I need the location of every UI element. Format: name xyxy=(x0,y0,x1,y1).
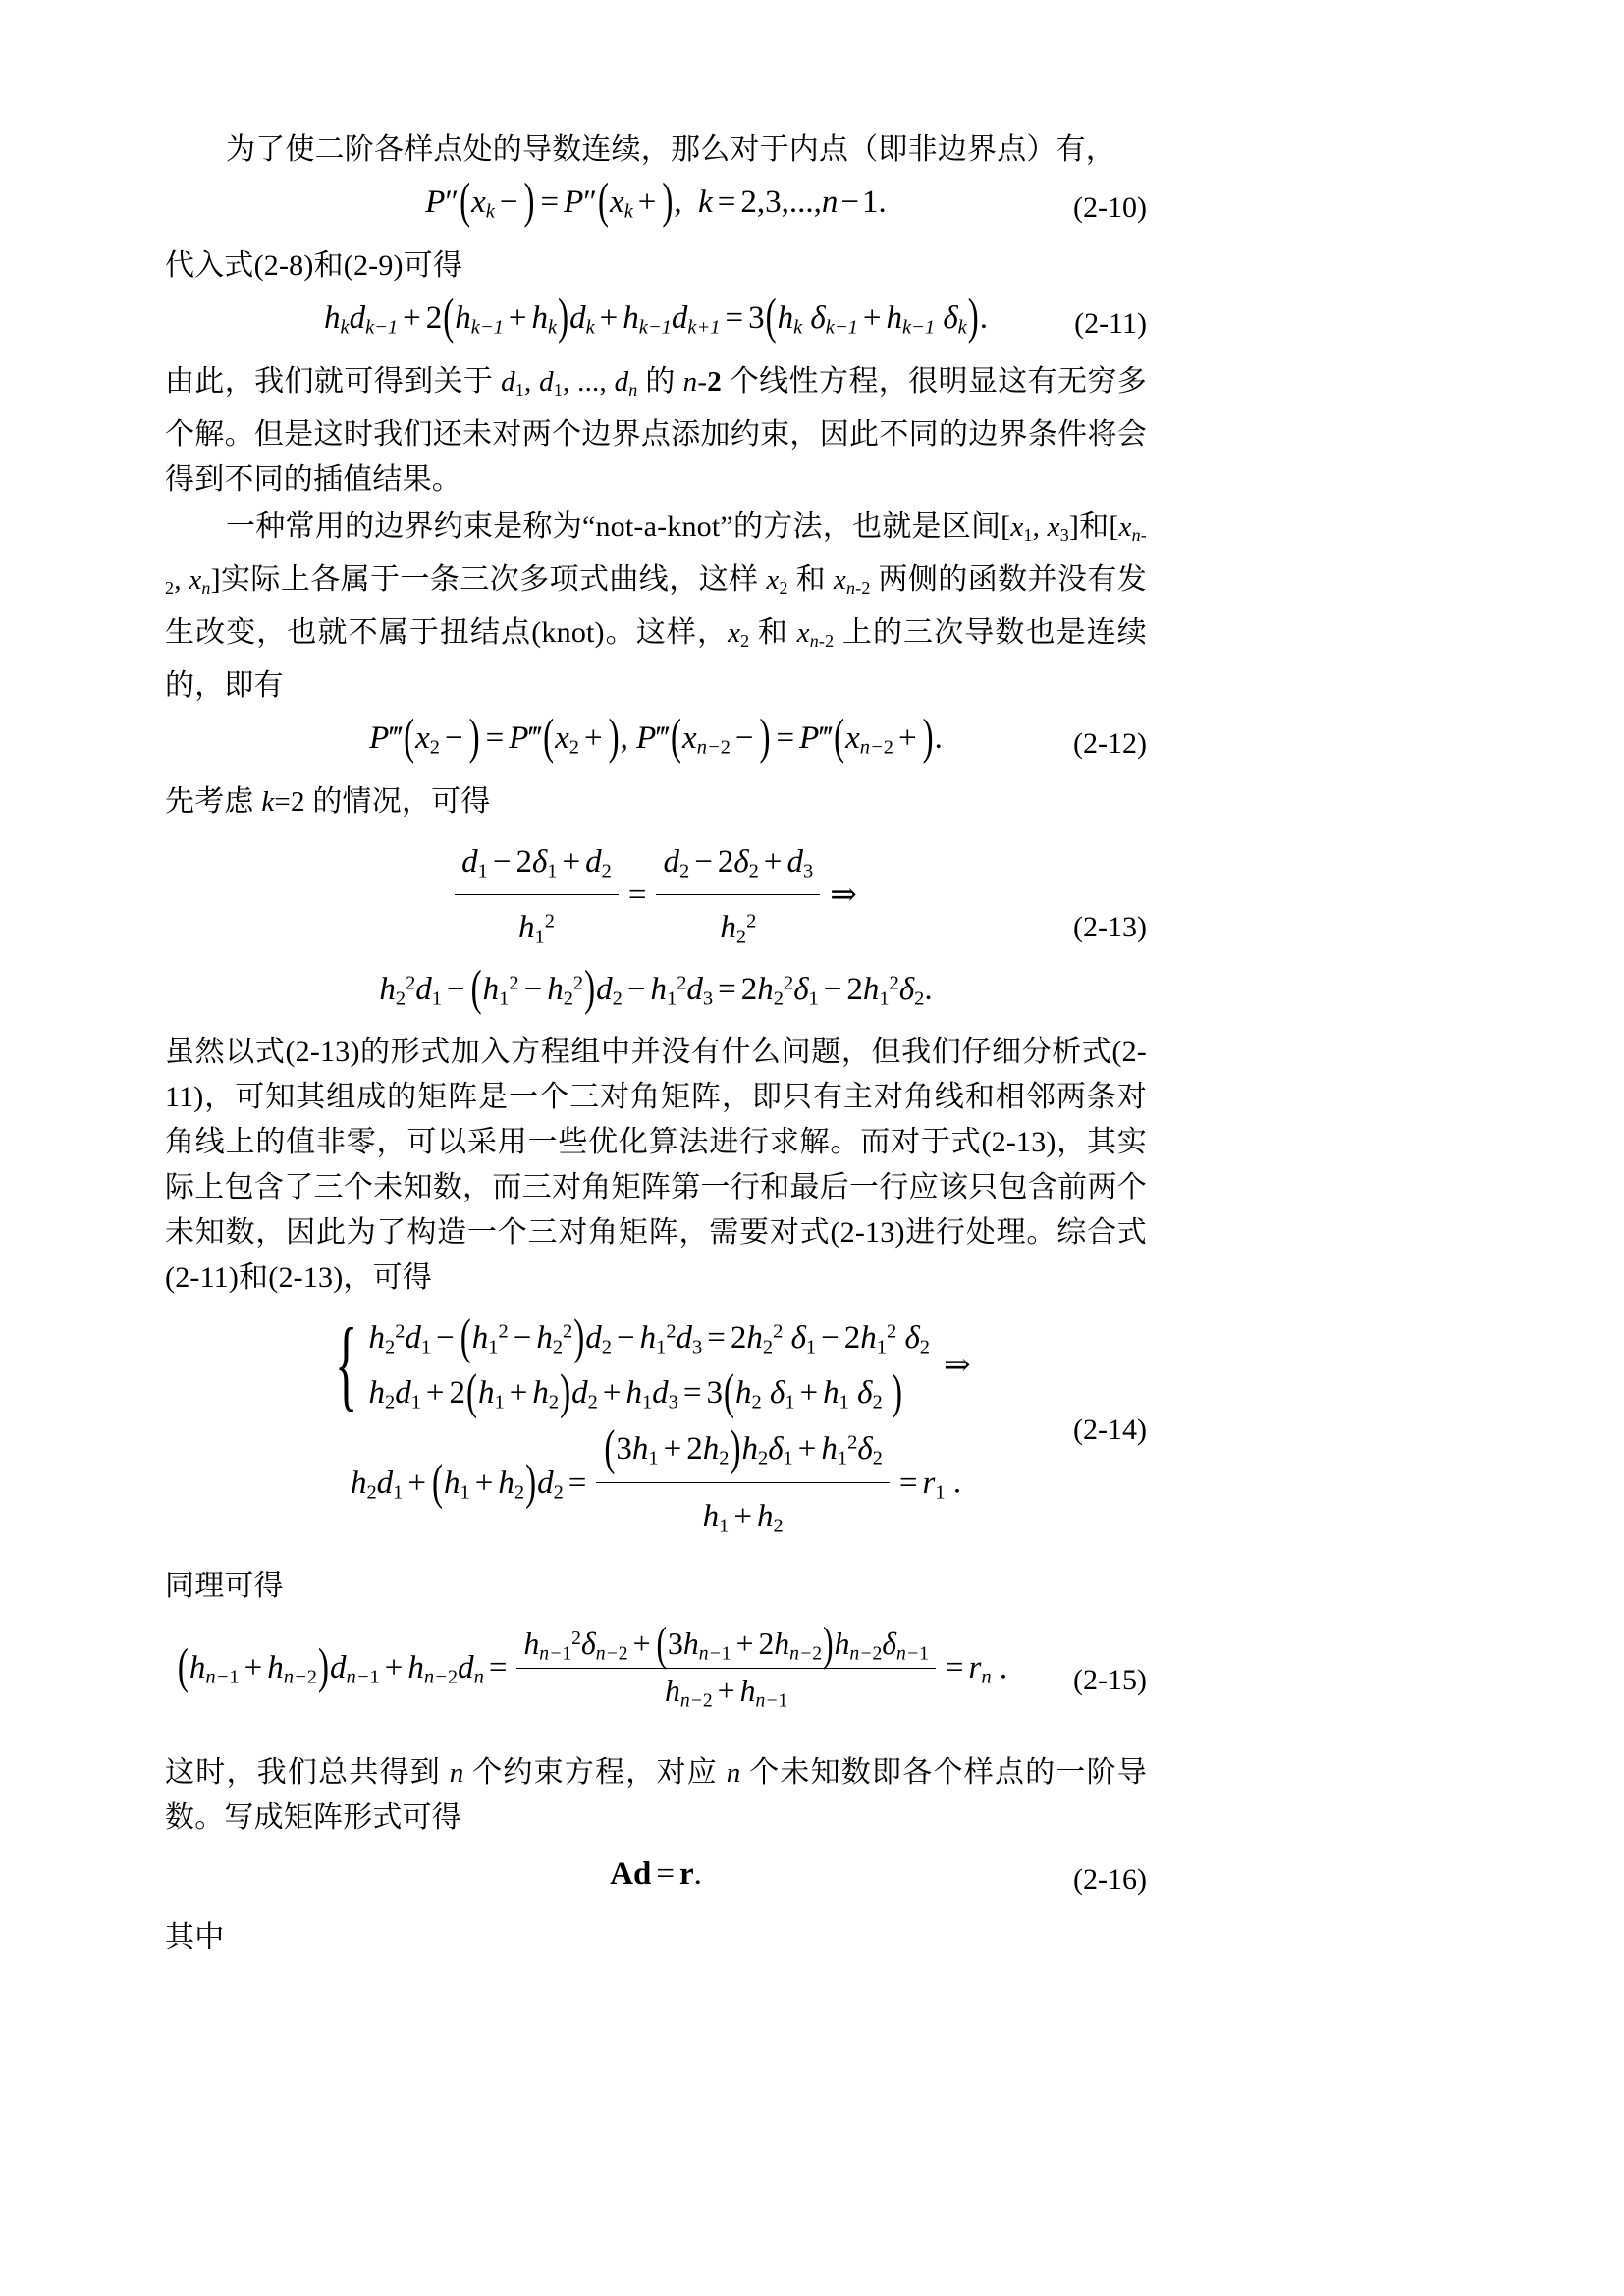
paragraph-text-a: 这时，我们总共得到 xyxy=(165,1755,450,1789)
equation-2-13-body xyxy=(165,834,1147,1020)
inline-math-n-second: n xyxy=(726,1756,741,1789)
inline-math-xn2-first: $x_{n-2}$ xyxy=(833,564,871,599)
equation-2-11 xyxy=(165,290,1147,349)
equation-tag-2-13: (2-13) xyxy=(1073,910,1147,943)
inline-math-n-minus-2: n-2 xyxy=(682,366,722,398)
paragraph-text: 为了使二阶各样点处的导数连续，那么对于内点（即非边界点）有， xyxy=(226,133,1115,166)
equation-tag-2-12: (2-12) xyxy=(1073,727,1147,761)
equation-2-10 xyxy=(165,174,1147,234)
inline-math-x2-first: $x_2$ xyxy=(766,564,788,599)
paragraph-text-a: 由此，我们就可得到关于 xyxy=(165,365,502,398)
equation-2-13-stack xyxy=(379,834,932,1020)
paragraph-text-c: ]实际上各属于一条三次多项式曲线，这样 xyxy=(210,563,767,597)
equation-2-16-body: Ad = r. xyxy=(610,1855,702,1892)
paragraph-matrix-form xyxy=(165,1750,1147,1841)
equation-2-16 xyxy=(165,1854,1147,1905)
equation-2-11-body: $h_kd_{k-1} + 2(h_{k-1} + h_k)d_k + h_{k-1}d_{k+1} = 3(h_k$ $\delta_{k-1} + h_{k-1}$ $\delta_k$). xyxy=(323,290,988,346)
page-body-column xyxy=(165,128,1147,1962)
paragraph-text-b: 的情况，可得 xyxy=(304,785,491,819)
equation-2-14-stack xyxy=(336,1310,975,1550)
equation-2-14-result: $h_2d_1 + (h_1 + h_2)d_2$ = $\frac{(3h_1 + 2h_2)h_2\delta_1 + h_1^2\delta_2}{h_1 + h_2}$ = $r_1$ . xyxy=(336,1420,975,1549)
paragraph-linear-equations xyxy=(165,359,1147,503)
equation-2-15 xyxy=(165,1617,1147,1735)
paragraph-text-a: 先考虑 xyxy=(165,785,262,819)
paragraph-text: 其中 xyxy=(165,1920,225,1953)
paragraph-where xyxy=(165,1915,1147,1960)
equation-2-13-line-1: $\frac{d_1 - 2\delta_1 + d_2}{h_1^2}$ = $\frac{d_2 - 2\delta_2 + d_3}{h_2^2}$ ⇒ xyxy=(379,834,932,960)
equation-2-14-row-1: $h_2^2d_1 - (h_1^2 - h_2^2)d_2 - h_1^2d_3 = 2h_2^2$ $\delta_1 - 2h_1^2$ $\delta_2$ xyxy=(368,1310,930,1366)
equation-2-13 xyxy=(165,834,1147,1020)
equation-tag-2-10: (2-10) xyxy=(1073,191,1147,224)
paragraph-text: 代入式(2-8)和(2-9)可得 xyxy=(165,249,463,282)
left-brace: { xyxy=(335,1308,358,1421)
paragraph-text-c: 个未知数即各个样点的一阶导数。写成矩阵形式可得 xyxy=(165,1755,1148,1834)
equation-2-14-row-2: $h_2d_1 + 2(h_1 + h_2)d_2 + h_1d_3 = 3(h_2$ $\delta_1 + h_1$ $\delta_2$ ) xyxy=(368,1365,902,1421)
paragraph-consider-k2 xyxy=(165,779,1147,825)
paragraph-intro xyxy=(165,128,1147,173)
paragraph-not-a-knot xyxy=(165,505,1147,709)
inline-math-xn2-second: $x_{n-2}$ xyxy=(796,617,835,652)
equation-2-12-body: $P‴(x_2$ − ) = $P‴(x_2$ + ), $P‴(x_{n-2}$ − ) = $P‴(x_{n-2}$ + ). xyxy=(369,710,943,766)
paragraph-text-b: ]和[ xyxy=(1068,510,1119,544)
paragraph-substitute xyxy=(165,243,1147,289)
paragraph-similarly xyxy=(165,1564,1147,1609)
paragraph-text-b: 个约束方程，对应 xyxy=(463,1755,727,1789)
equation-2-14-system: { $h_2^2d_1 - (h_1^2 - h_2^2)d_2 - h_1^2d_3 = 2h_2^2$ $\delta_1 - 2h_1^2$ $\delta_2$ $h_2d_1 + 2(h_1 + h_2)d_2 + h_1d_3 = 3(h_2$ $\delta_1 + h_1$ $\delta_2$ ) ⇒ xyxy=(335,1308,971,1421)
paragraph-text-d: 和 xyxy=(787,563,834,597)
inline-math-n-first: n xyxy=(449,1756,464,1789)
equation-tag-2-16: (2-16) xyxy=(1073,1862,1147,1896)
paragraph-text-g: 上的三次导数也是连续的，即有 xyxy=(165,616,1148,703)
paragraph-text-a: 一种常用的边界约束是称为“not-a-knot”的方法，也就是区间[ xyxy=(226,510,1011,544)
equation-tag-2-11: (2-11) xyxy=(1074,307,1147,340)
paragraph-text-f: 和 xyxy=(749,616,797,650)
equation-tag-2-14: (2-14) xyxy=(1073,1414,1147,1447)
inline-math-d-sequence: $d_1$, $d_1$, ..., $d_n$ xyxy=(501,366,638,400)
inline-math-k-equals-2: k=2 xyxy=(261,786,305,819)
equation-2-12 xyxy=(165,710,1147,770)
vector-r: r xyxy=(678,1855,694,1892)
equation-2-14-body xyxy=(165,1310,1147,1550)
equation-2-10-body: $P''(x_k$ − ) = $P''(x_k$ + ), k = 2,3,...,n−1. xyxy=(425,174,887,230)
equation-2-13-line-2: $h_2^2d_1 - (h_1^2 - h_2^2)d_2 - h_1^2d_3 = 2h_2^2\delta_1 - 2h_1^2\delta_2$. xyxy=(379,962,933,1017)
matrix-A-d: Ad xyxy=(610,1855,652,1892)
equation-2-14 xyxy=(165,1310,1147,1550)
inline-math-x1-x3: $x_1$, $x_3$ xyxy=(1010,511,1069,546)
inline-math-xn2-xn: $x_{n-2}$, $x_n$ xyxy=(165,511,1147,599)
paragraph-text-e: 两侧的函数并没有发生改变，也就不属于扭结点(knot)。这样， xyxy=(165,563,1147,650)
equation-tag-2-15: (2-15) xyxy=(1073,1663,1147,1696)
paragraph-text-b: 的 xyxy=(637,365,683,398)
paragraph-text-c: 个线性方程，很明显这有无穷多个解。但是这时我们还未对两个边界点添加约束，因此不同的边界条件将会得到不同的插值结果。 xyxy=(165,365,1148,497)
paragraph-text: 虽然以式(2-13)的形式加入方程组中并没有什么问题，但我们仔细分析式(2-11)，可知其组成的矩阵是一个三对角矩阵，即只有主对角线和相邻两条对角线上的值非零，可以采用一些优化算法进行求解。而对于式(2-13)，其实际上包含了三个未知数，而三对角矩阵第一行和最后一行应该只包含前两个未知数，因此为了构造一个三对角矩阵，需要对式(2-13)进行处理。综合式(2-11)和(2-13)，可得 xyxy=(165,1036,1147,1295)
equation-2-15-body: $(h_{n-1} + h_{n-2})d_{n-1} + h_{n-2}d_n$ = $\frac{h_{n-1}^2\delta_{n-2} + (3h_{n-1} + 2h_{n-2})h_{n-2}\delta_{n-1}}{h_{n-2} + h_{n-1}}$ = $r_n$ . xyxy=(177,1617,1008,1712)
inline-math-x2-second: $x_2$ xyxy=(728,617,750,652)
paragraph-text: 同理可得 xyxy=(165,1569,284,1602)
paragraph-tridiagonal xyxy=(165,1030,1147,1301)
